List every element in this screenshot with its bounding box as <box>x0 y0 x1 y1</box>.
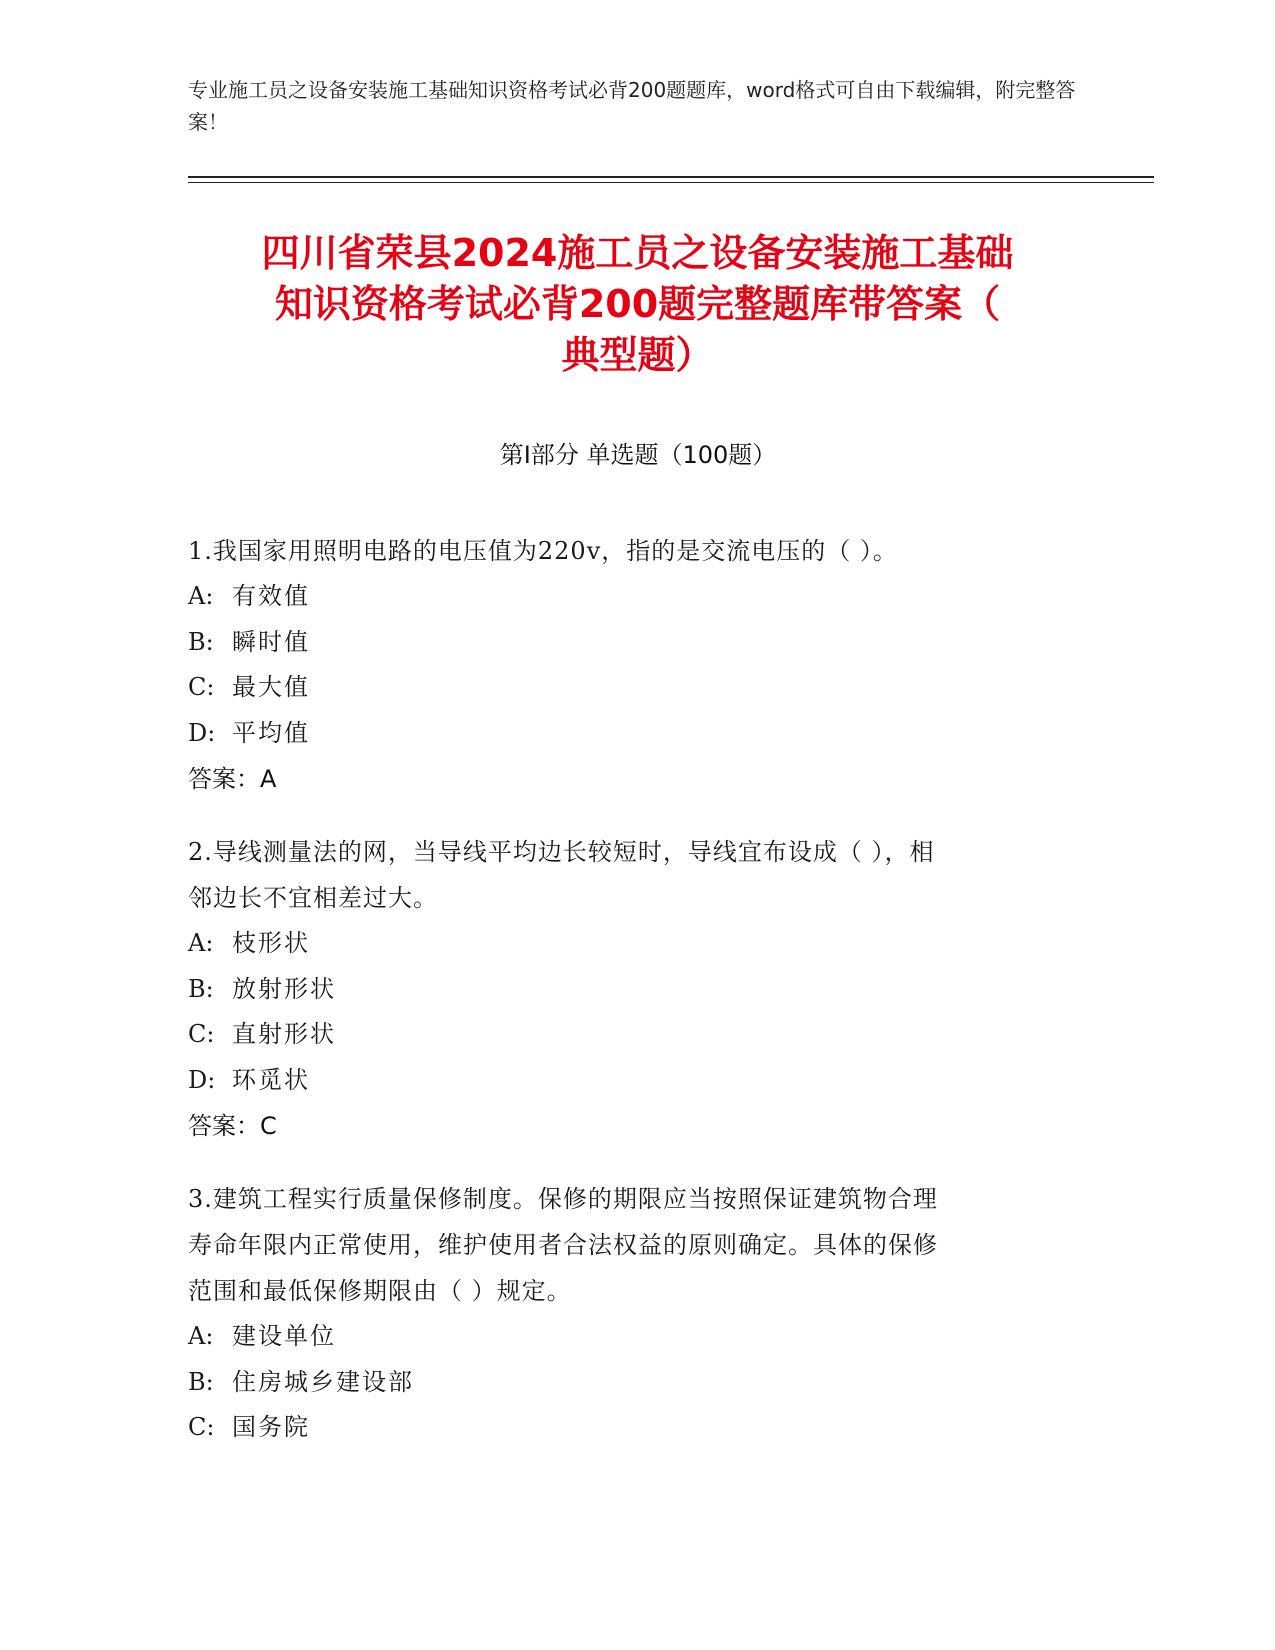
option-text: 最大值 <box>232 673 310 701</box>
question-list <box>188 528 1088 1478</box>
option-key: D: <box>188 1065 216 1094</box>
section-heading: 第Ⅰ部分 单选题（100题） <box>499 441 777 469</box>
option-text: 平均值 <box>232 718 310 747</box>
option-key: A: <box>188 1322 214 1350</box>
question-stem-line: 2.导线测量法的网，当导线平均边长较短时，导线宜布设成（ ），相 <box>188 838 935 866</box>
option-b <box>188 967 1088 1013</box>
option-text: 国务院 <box>232 1413 310 1441</box>
question-item <box>188 528 1088 802</box>
option-text: 枝形状 <box>232 929 310 957</box>
question-item <box>188 829 1088 1149</box>
option-key: A: <box>188 582 214 610</box>
option-key: C: <box>188 1413 215 1441</box>
option-d <box>188 711 1088 757</box>
question-stem-line: 寿命年限内正常使用，维护使用者合法权益的原则确定。具体的保修 <box>188 1231 938 1259</box>
header-rule-thick <box>188 176 1154 178</box>
title-line: 典型题） <box>561 333 714 377</box>
option-key: C: <box>188 673 215 701</box>
option-c <box>188 665 1088 711</box>
option-key: A: <box>188 929 214 957</box>
option-c <box>188 1405 1088 1451</box>
option-text: 瞬时值 <box>232 627 310 656</box>
option-a <box>188 921 1088 967</box>
option-key: B: <box>188 627 214 656</box>
option-a <box>188 574 1088 620</box>
question-stem-line: 邻边长不宜相差过大。 <box>188 884 438 912</box>
option-key: D: <box>188 718 216 747</box>
answer-line: 答案：A <box>188 765 277 793</box>
option-text: 环觅状 <box>232 1065 310 1094</box>
question-item <box>188 1176 1088 1451</box>
option-text: 住房城乡建设部 <box>232 1367 414 1396</box>
title-line: 知识资格考试必背200题完整题库带答案（ <box>274 282 1001 326</box>
option-text: 建设单位 <box>232 1322 336 1350</box>
option-key: B: <box>188 1367 214 1396</box>
option-key: C: <box>188 1020 215 1048</box>
answer-line: 答案：C <box>188 1112 277 1140</box>
question-stem-line: 范围和最低保修期限由（ ）规定。 <box>188 1277 572 1305</box>
question-stem-line: 3.建筑工程实行质量保修制度。保修的期限应当按照保证建筑物合理 <box>188 1185 938 1213</box>
header-note: 专业施工员之设备安装施工基础知识资格考试必背200题题库，word格式可自由下载编辑，附完整答案！ <box>188 78 1076 134</box>
header-rule-thin <box>188 182 1154 183</box>
option-b <box>188 620 1088 666</box>
document-title <box>160 228 1115 381</box>
title-line: 四川省荣县2024施工员之设备安装施工基础 <box>261 231 1014 275</box>
option-key: B: <box>188 974 214 1003</box>
option-text: 有效值 <box>232 582 310 610</box>
option-text: 直射形状 <box>232 1020 336 1048</box>
option-a <box>188 1314 1088 1360</box>
option-b <box>188 1360 1088 1406</box>
option-d <box>188 1058 1088 1104</box>
option-c <box>188 1012 1088 1058</box>
option-text: 放射形状 <box>232 974 336 1003</box>
question-stem-line: 1.我国家用照明电路的电压值为220v，指的是交流电压的（ ）。 <box>188 537 898 565</box>
